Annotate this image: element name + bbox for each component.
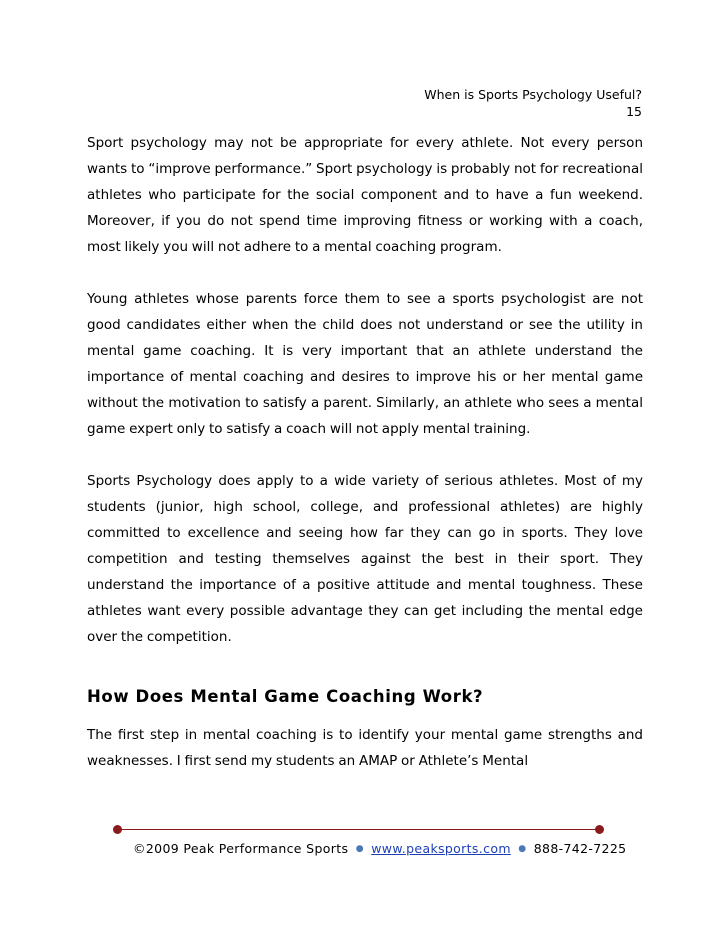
footer-copyright: ©2009 Peak Performance Sports	[133, 841, 349, 856]
paragraph-2: Young athletes whose parents force them to see a sports psychologist are not good candidates either when the child does not understand or see the utility in mental game coaching. It is very important that an athlete understand the importance of mental coaching and desires to improve his or her mental game without the motivation to satisfy a parent. Similarly, an athlete who sees a mental game expert only to satisfy a coach will not apply mental training.	[87, 291, 643, 437]
footer-phone: 888-742-7225	[533, 841, 627, 856]
footer-bullet-icon: ●	[355, 844, 364, 854]
section-paragraph: The first step in mental coaching is to identify your mental game strengths and weaknesses. I first send my students an AMAP or Athlete’s Mental	[87, 727, 643, 769]
header-chapter-title: When is Sports Psychology Useful?	[424, 87, 642, 102]
footer	[133, 841, 626, 856]
paragraph-1: Sport psychology may not be appropriate for every athlete. Not every person wants to “improve performance.” Sport psychology is probably not for recreational athletes who participate for the social component and to have a fun weekend. Moreover, if you do not spend time improving fitness or working with a coach, most likely you will not adhere to a mental coaching program.	[87, 135, 643, 255]
footer-rule	[117, 829, 599, 830]
running-header	[242, 86, 642, 120]
paragraph-3: Sports Psychology does apply to a wide variety of serious athletes. Most of my students (junior, high school, college, and professional athletes) are highly committed to excellence and seeing how far they can go in sports. They love competition and testing themselves against the best in their sport. They understand the importance of a positive attitude and mental toughness. These athletes want every possible advantage they can get including the mental edge over the competition.	[87, 473, 643, 645]
body-content	[87, 130, 643, 774]
footer-rule-left-dot	[113, 825, 122, 834]
header-page-number: 15	[626, 104, 642, 119]
footer-website-link[interactable]: www.peaksports.com	[371, 841, 511, 856]
footer-rule-right-dot	[595, 825, 604, 834]
section-heading: How Does Mental Game Coaching Work?	[87, 687, 484, 706]
footer-bullet-icon: ●	[518, 844, 527, 854]
